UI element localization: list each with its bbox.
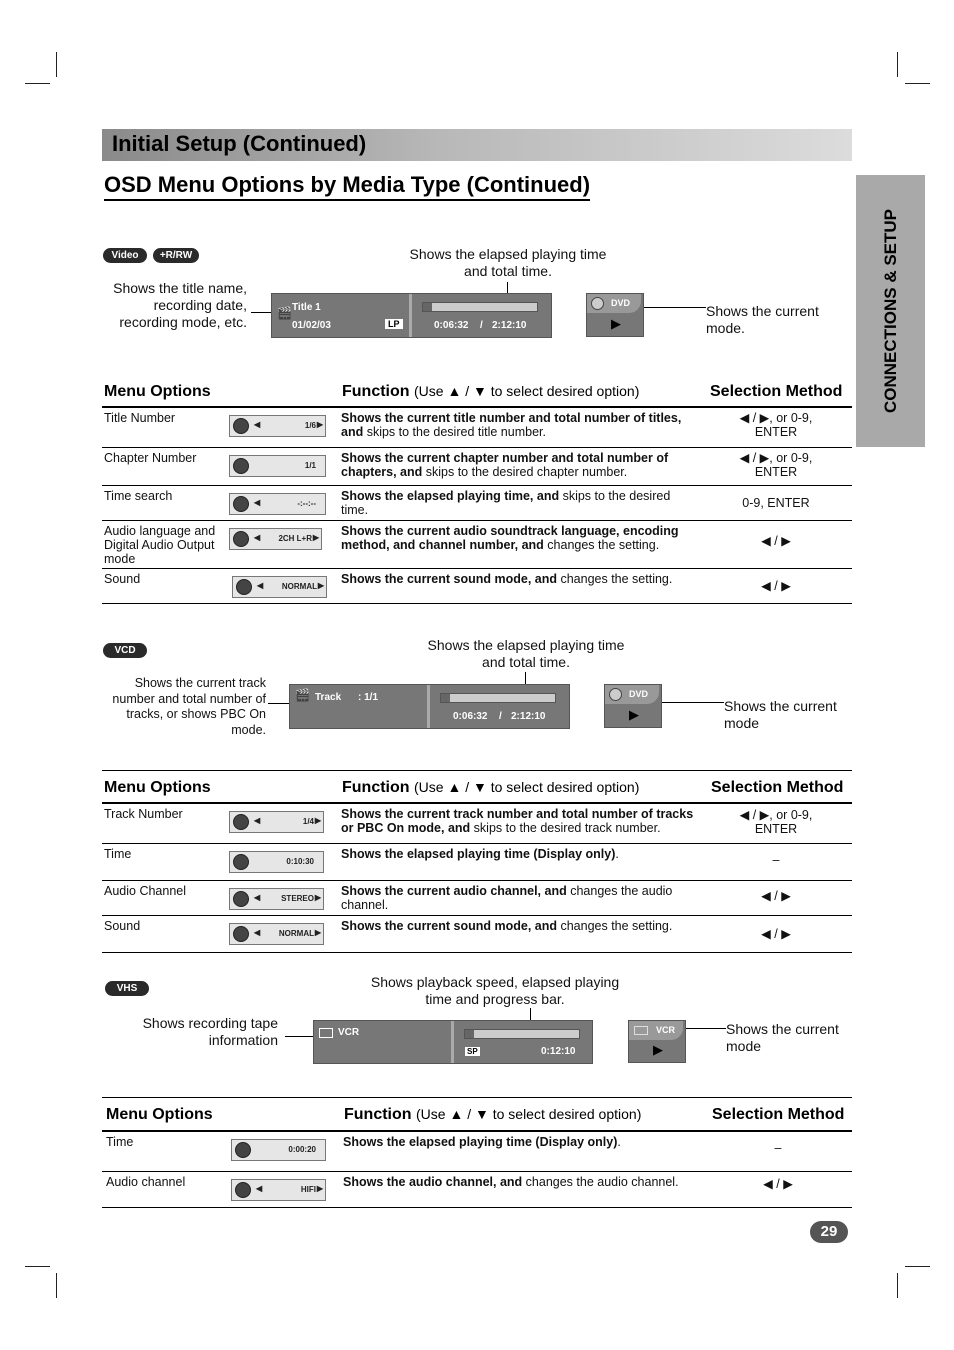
selection-method: ◀ / ▶ <box>761 579 791 593</box>
col-menu-header: Menu Options <box>104 383 211 400</box>
col-selection-header: Selection Method <box>712 1106 845 1123</box>
function-description: Shows the audio channel, and changes the audio channel. <box>343 1175 679 1189</box>
right-arrow-icon: ▶ <box>316 420 323 429</box>
option-value: STEREO <box>281 894 314 903</box>
tape-icon <box>634 1026 648 1035</box>
crop-mark <box>25 1266 50 1267</box>
osd-slash: / <box>499 711 502 722</box>
disc-icon <box>233 814 249 830</box>
right-arrow-icon: ▶ <box>312 533 319 542</box>
menu-option: Time <box>104 847 132 861</box>
vhs-note-right: Shows the current mode <box>726 1021 839 1054</box>
play-icon: ▶ <box>629 707 639 722</box>
vhs-note-top: Shows playback speed, elapsed playing time and progress bar. <box>370 974 620 1007</box>
crop-mark <box>25 83 50 84</box>
osd-rec-mode: LP <box>385 319 403 329</box>
osd-option-icon <box>229 851 324 873</box>
col-function-header: Function (Use ▲ / ▼ to select desired option) <box>342 383 640 400</box>
vcd-note-right: Shows the current mode <box>724 698 837 731</box>
function-description: Shows the elapsed playing time (Display only). <box>343 1135 621 1149</box>
col-selection-header: Selection Method <box>710 383 843 400</box>
selection-method: ◀ / ▶ <box>763 1177 793 1191</box>
left-arrow-icon: ◀ <box>254 928 261 937</box>
osd-total: 2:12:10 <box>511 711 546 722</box>
right-arrow-icon: ▶ <box>316 1184 323 1193</box>
sound-icon <box>236 579 252 595</box>
option-value: 0:10:30 <box>286 857 314 866</box>
media-tag-vcd: VCD <box>103 643 147 658</box>
vcd-note-top: Shows the elapsed playing time and total time. <box>427 637 625 670</box>
mode-label: DVD <box>629 689 649 699</box>
selection-method: ◀ / ▶ <box>761 927 791 941</box>
selection-method: ◀ / ▶, or 0-9, ENTER <box>739 808 813 836</box>
right-arrow-icon: ▶ <box>314 816 321 825</box>
menu-option: Time <box>106 1135 134 1149</box>
function-description: Shows the current chapter number and total number of chapters, and skips to the desired chapter number. <box>341 451 669 479</box>
vhs-note-left: Shows recording tape information <box>142 1015 278 1048</box>
osd-date: 01/02/03 <box>292 320 331 331</box>
osd-elapsed: 0:06:32 <box>434 320 469 331</box>
page-subtitle: OSD Menu Options by Media Type (Continued) <box>104 172 590 201</box>
osd-progress-bar <box>464 1029 580 1039</box>
osd-option-icon <box>229 493 326 515</box>
crop-mark <box>905 1266 930 1267</box>
selection-method: 0-9, ENTER <box>742 496 810 510</box>
chapter-icon <box>233 458 249 474</box>
clock-icon <box>233 854 249 870</box>
osd-option-icon <box>231 1179 326 1201</box>
leader-line <box>660 702 724 703</box>
audio-icon <box>233 531 249 547</box>
left-arrow-icon: ◀ <box>254 893 261 902</box>
dvd-note-top: Shows the elapsed playing time and total time. <box>409 246 607 279</box>
audio-icon <box>235 1182 251 1198</box>
mode-label: VCR <box>656 1025 676 1035</box>
option-value: 2CH L+R <box>278 534 312 543</box>
left-arrow-icon: ◀ <box>256 1184 263 1193</box>
function-description: Shows the elapsed playing time (Display only). <box>341 847 619 861</box>
osd-option-icon <box>229 888 324 910</box>
function-description: Shows the current sound mode, and changes the setting. <box>341 919 673 933</box>
menu-option: Track Number <box>104 807 183 821</box>
media-tag-rrw: +R/RW <box>153 248 199 263</box>
osd-track-value: : 1/1 <box>358 692 379 703</box>
option-value: -:--:-- <box>297 499 316 508</box>
clapper-icon: 🎬 <box>295 688 310 702</box>
dvd-mode-box <box>586 293 644 337</box>
left-arrow-icon: ◀ <box>254 498 261 507</box>
page-title: Initial Setup (Continued) <box>112 131 367 156</box>
option-value: 0:00:20 <box>288 1145 316 1154</box>
side-tab-label: CONNECTIONS & SETUP <box>880 208 900 414</box>
vhs-osd-display <box>313 1020 593 1064</box>
osd-title: Title 1 <box>292 302 321 313</box>
option-value: HIFI <box>300 1185 316 1194</box>
col-menu-header: Menu Options <box>106 1106 213 1123</box>
osd-vcr-label: VCR <box>338 1027 360 1038</box>
play-icon: ▶ <box>653 1042 663 1057</box>
selection-method: ◀ / ▶ <box>761 889 791 903</box>
osd-elapsed: 0:12:10 <box>541 1046 576 1057</box>
osd-option-icon <box>229 923 324 945</box>
function-description: Shows the current sound mode, and changes the setting. <box>341 572 673 586</box>
dvd-note-right: Shows the current mode. <box>706 303 819 336</box>
osd-elapsed: 0:06:32 <box>453 711 488 722</box>
option-value: NORMAL <box>281 582 317 591</box>
leader-line <box>640 307 706 308</box>
sound-icon <box>233 926 249 942</box>
crop-mark <box>897 1273 898 1298</box>
crop-mark <box>56 52 57 77</box>
left-arrow-icon: ◀ <box>257 581 264 590</box>
selection-method: – <box>774 1141 782 1155</box>
option-value: NORMAL <box>278 929 314 938</box>
crop-mark <box>897 52 898 77</box>
col-selection-header: Selection Method <box>711 779 844 796</box>
right-arrow-icon: ▶ <box>317 581 324 590</box>
crop-mark <box>56 1273 57 1298</box>
left-arrow-icon: ◀ <box>254 533 261 542</box>
osd-total: 2:12:10 <box>492 320 527 331</box>
col-menu-header: Menu Options <box>104 779 211 796</box>
vhs-mode-box <box>628 1020 686 1063</box>
clapper-icon: 🎬 <box>277 306 292 320</box>
clock-icon <box>233 496 249 512</box>
leader-line <box>285 1036 313 1037</box>
function-description: Shows the current title number and total number of titles, and skips to the desired title number. <box>341 411 682 439</box>
menu-option: Sound <box>104 919 141 933</box>
dvd-note-left: Shows the title name, recording date, recording mode, etc. <box>113 280 247 330</box>
osd-option-icon <box>229 415 326 437</box>
osd-option-icon <box>231 1139 326 1161</box>
mode-label: DVD <box>611 298 631 308</box>
menu-option: Audio language and Digital Audio Output mode <box>104 524 216 566</box>
function-description: Shows the current track number and total number of tracks or PBC On mode, and skips to the desired track number. <box>341 807 694 835</box>
osd-slash: / <box>480 320 483 331</box>
osd-progress-bar <box>440 693 556 703</box>
option-value: 1/1 <box>304 461 316 470</box>
menu-option: Audio channel <box>106 1175 186 1189</box>
vcd-note-left: Shows the current track number and total number of tracks, or shows PBC On mode. <box>112 676 266 737</box>
left-arrow-icon: ◀ <box>254 816 261 825</box>
tape-icon <box>319 1028 333 1038</box>
crop-mark <box>905 83 930 84</box>
right-arrow-icon: ▶ <box>314 893 321 902</box>
section-banner <box>102 129 852 161</box>
dvd-osd-display <box>271 293 552 338</box>
left-arrow-icon: ◀ <box>254 420 261 429</box>
clock-icon <box>235 1142 251 1158</box>
disc-icon <box>591 297 604 310</box>
menu-option: Title Number <box>104 411 176 425</box>
menu-option: Audio Channel <box>104 884 187 898</box>
menu-option: Sound <box>104 572 141 586</box>
col-function-header: Function (Use ▲ / ▼ to select desired option) <box>344 1106 642 1123</box>
osd-speed: SP <box>467 1047 478 1056</box>
vcd-mode-box <box>604 684 662 728</box>
function-description: Shows the current audio soundtrack language, encoding method, and channel number, and changes the setting. <box>341 524 679 552</box>
selection-method: ◀ / ▶, or 0-9, ENTER <box>739 411 813 439</box>
leader-line <box>680 1028 726 1029</box>
osd-option-icon <box>232 576 327 598</box>
menu-option: Time search <box>104 489 173 503</box>
osd-option-icon <box>229 528 322 550</box>
side-tab <box>856 175 925 447</box>
col-function-header: Function (Use ▲ / ▼ to select desired option) <box>342 779 640 796</box>
option-value: 1/4 <box>302 817 314 826</box>
media-tag-vhs: VHS <box>105 981 149 996</box>
selection-method: – <box>772 853 780 867</box>
disc-icon <box>609 688 622 701</box>
selection-method: ◀ / ▶, or 0-9, ENTER <box>739 451 813 479</box>
osd-option-icon <box>229 811 324 833</box>
option-value: 1/6 <box>304 421 316 430</box>
page-number: 29 <box>810 1221 848 1243</box>
function-description: Shows the elapsed playing time, and skips to the desired time. <box>341 489 671 517</box>
menu-option: Chapter Number <box>104 451 197 465</box>
play-icon: ▶ <box>611 316 621 331</box>
vcd-osd-display <box>289 684 570 729</box>
osd-option-icon <box>229 455 326 477</box>
audio-icon <box>233 891 249 907</box>
right-arrow-icon: ▶ <box>314 928 321 937</box>
disc-icon <box>233 418 249 434</box>
osd-track-label: Track <box>315 692 342 703</box>
selection-method: ◀ / ▶ <box>761 534 791 548</box>
function-description: Shows the current audio channel, and changes the audio channel. <box>341 884 673 912</box>
osd-progress-bar <box>422 302 538 312</box>
media-tag-video: Video <box>103 248 147 263</box>
